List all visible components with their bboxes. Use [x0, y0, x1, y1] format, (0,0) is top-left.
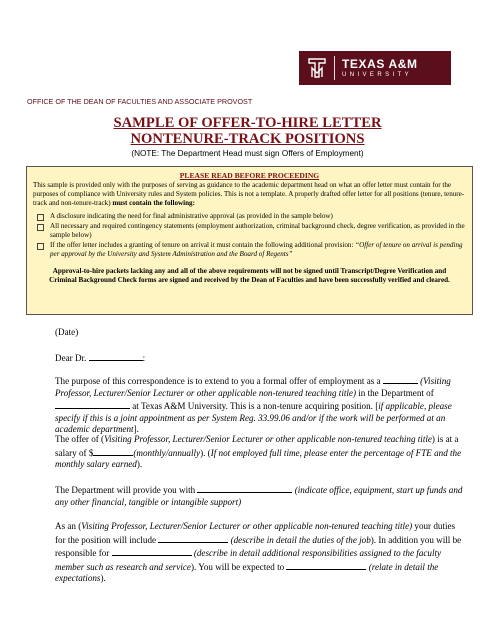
- salutation-text: Dear Dr.: [55, 353, 89, 363]
- notice-bullet-text: A disclosure indicating the need for final administrative approval (as provided in the sample below): [50, 212, 333, 220]
- notice-intro-emphasis: must contain the following:: [112, 199, 195, 207]
- notice-bullet: [33, 241, 466, 259]
- department-blank: [55, 399, 130, 409]
- text: The offer of (: [55, 434, 105, 444]
- checkbox-icon: [37, 243, 44, 250]
- name-blank: [89, 351, 143, 361]
- logo-divider: [334, 56, 335, 80]
- notice-bullet: [33, 222, 466, 240]
- notice-bullet-text: All necessary and required contingency statements (employment authorization, criminal background check, degree verification, as provided in the sample below): [50, 222, 465, 239]
- text: ). In addition you will be responsible for: [55, 534, 462, 558]
- title-blank: [383, 374, 418, 384]
- salutation-colon: :: [142, 353, 146, 363]
- document-title: SAMPLE OF OFFER-TO-HIRE LETTER: [113, 115, 382, 131]
- logo-line1: TEXAS A&M: [342, 56, 418, 71]
- notice-final: Approval-to-hire packets lacking any and all of the above requirements will not be signed until Transcript/Degree Verification and Criminal Background Check forms are signed and received by the Dean of Faculties and have been successfully verified and cleared.: [49, 267, 450, 284]
- text: if applicable, please specify if this is a joint appointment as per System Reg. 33.99.06 and/or if the work will be performed at an academic department: [55, 401, 452, 434]
- text: (describe in detail additional responsibilities assigned to the faculty member such as research and service: [55, 548, 442, 572]
- text: at Texas A&M University. This is a non-tenure acquiring position. [: [130, 401, 379, 411]
- text: The Department will provide you with: [55, 485, 198, 495]
- salary-blank: [93, 446, 133, 456]
- duties-blank: [158, 533, 228, 543]
- notice-box: [26, 166, 473, 315]
- text: (Visiting Professor, Lecturer/Senior Lecturer or other applicable non-tenured teaching title): [55, 376, 451, 398]
- text: (indicate office, equipment, start up funds and any other financial, tangible or intangible support): [55, 485, 463, 507]
- notice-intro-text: This sample is provided only with the purposes of serving as guidance to the academic department head on what an offer letter must contain for the purposes of compliance with University rules and System policies. This is not a template. A properly drafted offer letter for all positions (tenure, tenure-track and non-tenure-track): [33, 181, 465, 207]
- signature-note: (NOTE: The Department Head must sign Offers of Employment): [131, 149, 364, 158]
- text: your duties for the position will include: [55, 521, 456, 545]
- logo-wordmark: [342, 58, 418, 79]
- paragraph-offer: [55, 374, 465, 436]
- text: ). You will be expected to: [190, 561, 287, 572]
- text: (monthly/annually: [133, 447, 201, 458]
- logo-line2: UNIVERSITY: [342, 71, 413, 78]
- support-blank: [197, 483, 292, 493]
- text: ).: [136, 459, 143, 469]
- text: Visiting Professor, Lecturer/Senior Lecturer or other applicable non-tenured teaching title): [81, 521, 413, 531]
- notice-bullet-quote: “Offer of tenure on arrival is pending per approval by the University and System Administration and the Board of Regents”: [50, 241, 463, 258]
- text: ).: [100, 573, 106, 583]
- responsibilities-blank: [112, 546, 192, 556]
- text: Visiting Professor, Lecturer/Senior Lecturer or other applicable non-tenured teaching title: [104, 434, 432, 444]
- text: (relate in detail the expectations: [55, 561, 439, 583]
- text: As an (: [55, 521, 82, 531]
- notice-heading: PLEASE READ BEFORE PROCEEDING: [179, 171, 320, 180]
- notice-bullet-lead: If the offer letter includes a granting of tenure on arrival it must contain the following additional provision:: [50, 241, 356, 249]
- checkbox-icon: [37, 214, 44, 221]
- atm-logo-icon: [307, 57, 327, 79]
- salutation: [55, 351, 465, 365]
- text: ). (: [200, 447, 211, 458]
- text: in the Department of: [355, 387, 434, 398]
- notice-intro: [33, 181, 466, 208]
- paragraph-duties: [55, 521, 465, 585]
- notice-bullet-text: [50, 241, 466, 259]
- letter-date: (Date): [55, 327, 79, 337]
- office-header: OFFICE OF THE DEAN OF FACULTIES AND ASSOCIATE PROVOST: [27, 97, 253, 106]
- notice-bullet: [33, 212, 466, 221]
- text: (describe in detail the duties of the job: [228, 534, 371, 545]
- text: ) is at a salary of $: [55, 434, 459, 458]
- text: The purpose of this correspondence is to extend to you a formal offer of employment as a: [55, 376, 383, 386]
- checkbox-icon: [37, 224, 44, 231]
- expectations-blank: [286, 560, 366, 570]
- paragraph-support: [55, 483, 465, 508]
- text: ].: [133, 424, 139, 434]
- university-logo: [299, 51, 451, 85]
- text: If not employed full time, please enter the percentage of FTE and the monthly salary earned: [55, 447, 462, 469]
- paragraph-salary: [55, 434, 465, 471]
- document-subtitle: NONTENURE-TRACK POSITIONS: [130, 131, 365, 147]
